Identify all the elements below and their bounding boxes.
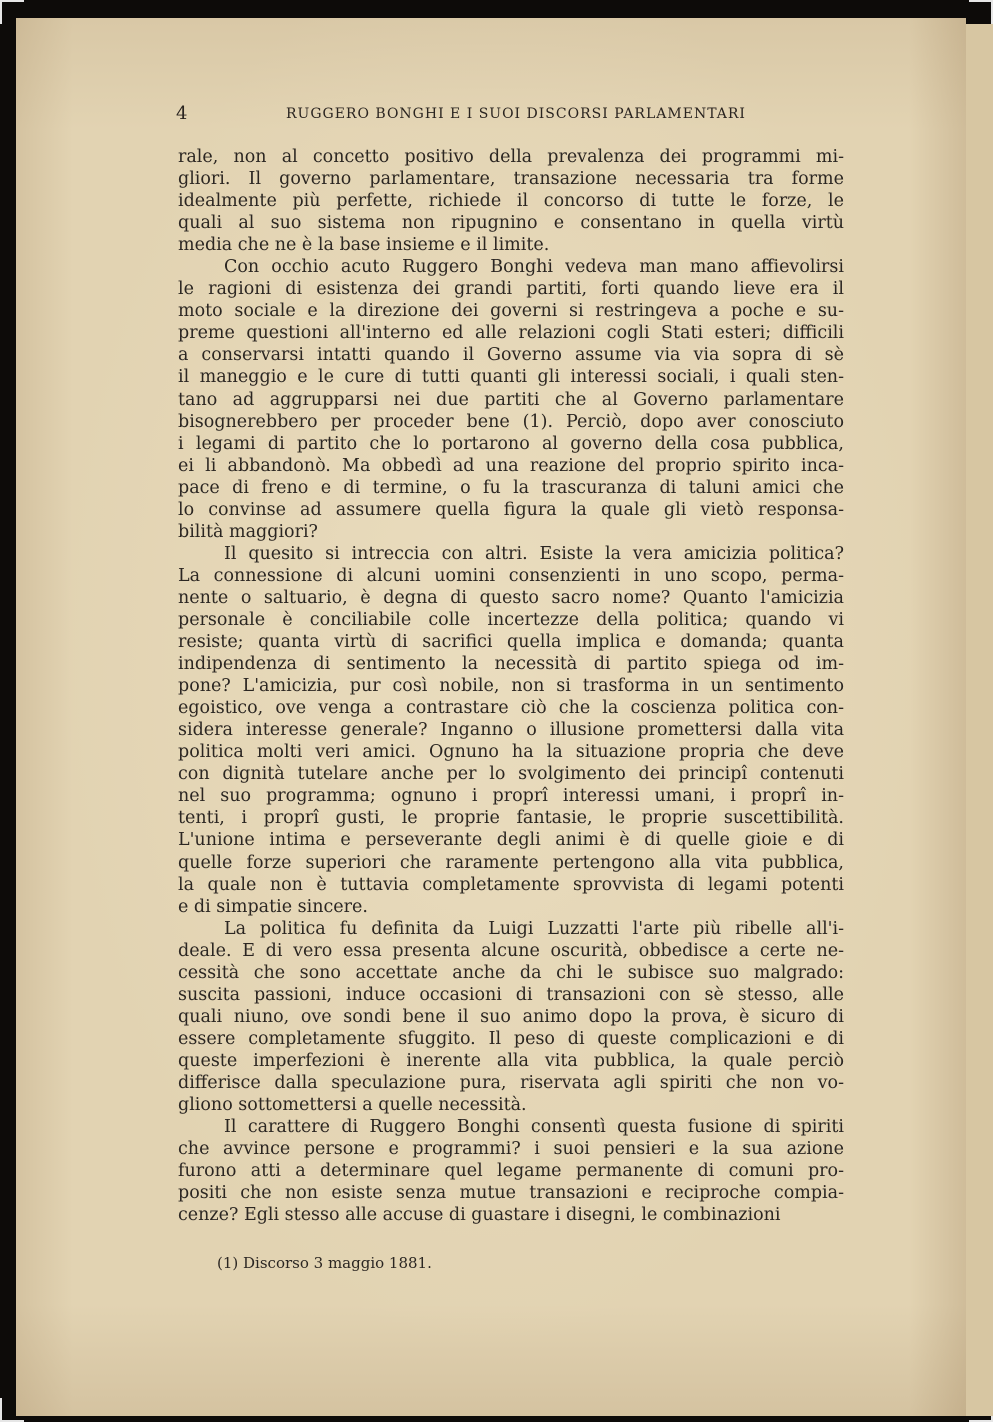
- page-number: 4: [176, 103, 188, 124]
- text-line: nel suo programma; ognuno i proprî interessi umani, i proprî in-: [178, 786, 844, 807]
- text-line: preme questioni all'interno ed alle relazioni cogli Stati esteri; difficili: [178, 323, 844, 344]
- text-line: L'unione intima e perseverante degli animi è di quelle gioie e di: [178, 830, 844, 851]
- text-line: sidera interesse generale? Inganno o illusione promettersi dalla vita: [178, 720, 844, 741]
- text-line: Il quesito si intreccia con altri. Esiste la vera amicizia politica?: [224, 543, 844, 564]
- text-line: quali niuno, ove sondi bene il suo animo dopo la prova, è sicuro di: [178, 1006, 844, 1027]
- scan-corner-mark: [969, 0, 993, 24]
- text-line: indipendenza di sentimento la necessità di partito spiega od im-: [178, 654, 844, 675]
- text-line: con dignità tutelare anche per lo svolgimento dei principî contenuti: [178, 764, 844, 785]
- text-line: furono atti a determinare quel legame permanente di comuni pro-: [178, 1161, 844, 1182]
- text-line: idealmente più perfette, richiede il concorso di tutte le forze, le: [178, 191, 844, 212]
- paragraph: [178, 918, 844, 1116]
- text-line: positi che non esiste senza mutue transazioni e reciproche compia-: [178, 1183, 844, 1204]
- text-line: bilità maggiori?: [178, 521, 318, 542]
- paragraph: [178, 543, 844, 918]
- text-line: che avvince persone e programmi? i suoi pensieri e la sua azione: [178, 1139, 844, 1160]
- text-line: essere completamente sfuggito. Il peso di queste complicazioni e di: [178, 1028, 844, 1049]
- text-line: gliono sottomettersi a quelle necessità.: [178, 1095, 527, 1116]
- text-line: cessità che sono accettate anche da chi le subisce suo malgrado:: [178, 962, 844, 983]
- text-line: queste imperfezioni è inerente alla vita pubblica, la quale perciò: [178, 1050, 844, 1071]
- text-line: bisognerebbero per proceder bene (1). Perciò, dopo aver conosciuto: [178, 411, 844, 432]
- text-line: rale, non al concetto positivo della prevalenza dei programmi mi-: [178, 147, 844, 167]
- text-line: pace di freno e di termine, o fu la trascuranza di taluni amici che: [178, 477, 844, 498]
- text-line: moto sociale e la direzione dei governi si restringeva a poche e su-: [178, 301, 844, 322]
- text-line: quali al suo sistema non ripugnino e consentano in quella virtù: [178, 213, 844, 234]
- text-line: ei li abbandonò. Ma obbedì ad una reazione del proprio spirito inca-: [178, 455, 844, 476]
- footnote: (1) Discorso 3 maggio 1881.: [217, 1254, 432, 1272]
- text-line: tano ad aggrupparsi nei due partiti che al Governo parlamentare: [178, 389, 844, 410]
- text-line: i legami di partito che lo portarono al governo della cosa pubblica,: [178, 433, 844, 454]
- text-line: nente o saltuario, è degna di questo sacro nome? Quanto l'amicizia: [178, 587, 844, 608]
- text-line: tenti, i proprî gusti, le proprie fantasie, le proprie suscettibilità.: [178, 808, 844, 829]
- text-line: quelle forze superiori che raramente pertengono alla vita pubblica,: [178, 852, 844, 873]
- paragraph: [178, 146, 844, 256]
- text-line: politica molti veri amici. Ognuno ha la situazione propria che deve: [178, 742, 844, 763]
- page-header: [176, 103, 844, 127]
- text-line: Il carattere di Ruggero Bonghi consentì questa fusione di spiriti: [224, 1117, 844, 1138]
- text-line: gliori. Il governo parlamentare, transazione necessaria tra forme: [178, 169, 844, 190]
- paragraph: [178, 1116, 844, 1226]
- text-line: Con occhio acuto Ruggero Bonghi vedeva man mano affievolirsi: [224, 257, 844, 278]
- text-line: le ragioni di esistenza dei grandi partiti, forti quando lieve era il: [178, 279, 844, 300]
- text-line: la quale non è tuttavia completamente sprovvista di legami potenti: [178, 874, 844, 895]
- text-line: egoistico, ove venga a contrastare ciò che la coscienza politica con-: [178, 698, 844, 719]
- text-line: e di simpatie sincere.: [178, 896, 368, 917]
- text-line: a conservarsi intatti quando il Governo assume via via sopra di sè: [178, 345, 844, 366]
- text-line: lo convinse ad assumere quella figura la quale gli vietò responsa-: [178, 499, 844, 520]
- body-text: [178, 146, 844, 1226]
- text-line: personale è conciliabile colle incertezze della politica; quando vi: [178, 609, 844, 630]
- text-line: media che ne è la base insieme e il limite.: [178, 235, 550, 256]
- paragraph: [178, 256, 844, 543]
- text-line: La connessione di alcuni uomini consenzienti in uno scopo, perma-: [178, 565, 844, 586]
- text-line: il maneggio e le cure di tutti quanti gli interessi sociali, i quali sten-: [178, 367, 844, 388]
- text-line: La politica fu definita da Luigi Luzzatti l'arte più ribelle all'i-: [224, 918, 844, 939]
- text-line: pone? L'amicizia, pur così nobile, non si trasforma in un sentimento: [178, 676, 844, 697]
- text-line: resiste; quanta virtù di sacrifici quella implica e domanda; quanta: [178, 632, 844, 653]
- text-line: suscita passioni, induce occasioni di transazioni con sè stesso, alle: [178, 984, 844, 1005]
- running-title: RUGGERO BONGHI E I SUOI DISCORSI PARLAMENTARI: [286, 106, 746, 122]
- text-line: cenze? Egli stesso alle accuse di guastare i disegni, le combinazioni: [178, 1205, 781, 1226]
- text-line: deale. E di vero essa presenta alcune oscurità, obbedisce a certe ne-: [178, 940, 844, 961]
- text-line: differisce dalla speculazione pura, riservata agli spiriti che non vo-: [178, 1072, 844, 1093]
